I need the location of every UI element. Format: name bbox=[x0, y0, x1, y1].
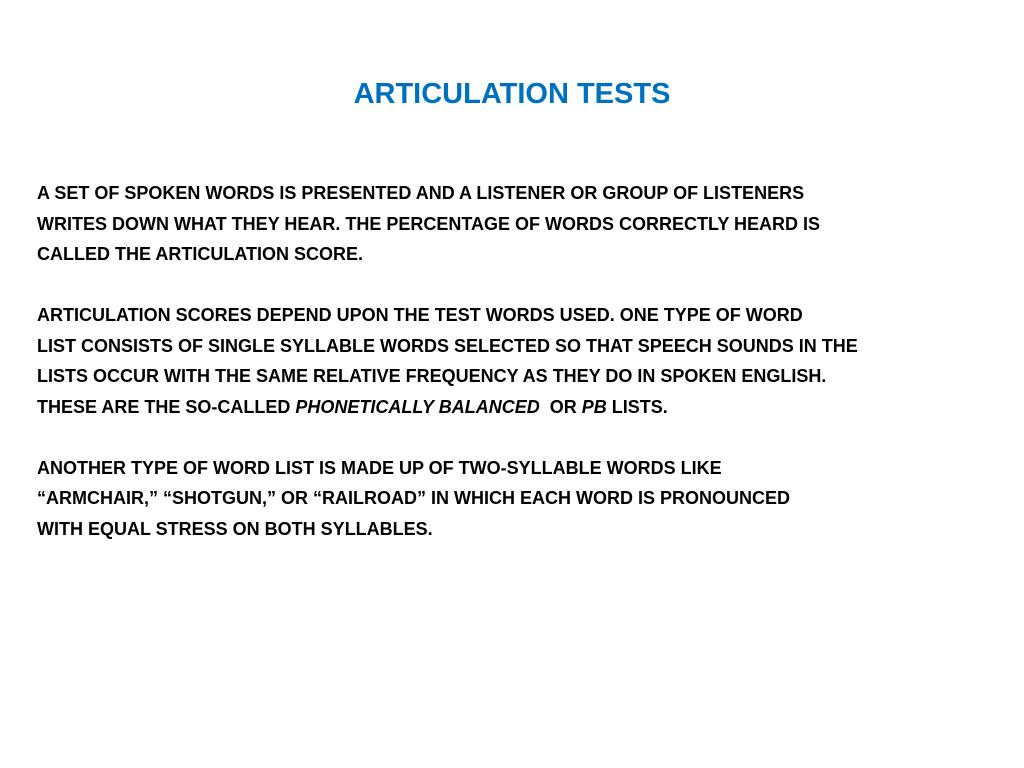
text-fragment: THESE ARE THE SO-CALLED bbox=[37, 396, 296, 417]
text-line: WRITES DOWN WHAT THEY HEAR. THE PERCENTAGE OF WORDS CORRECTLY HEARD IS bbox=[37, 213, 821, 234]
text-line-mixed bbox=[37, 392, 997, 423]
paragraph-pb-lists bbox=[37, 300, 997, 422]
text-line: “ARMCHAIR,” “SHOTGUN,” OR “RAILROAD” IN WHICH EACH WORD IS PRONOUNCED bbox=[37, 488, 790, 508]
paragraph-spacer bbox=[37, 422, 997, 453]
text-line: A SET OF SPOKEN WORDS IS PRESENTED AND A LISTENER OR GROUP OF LISTENERS bbox=[37, 183, 805, 203]
text-line: CALLED THE ARTICULATION SCORE. bbox=[37, 244, 363, 264]
slide-title: ARTICULATION TESTS bbox=[353, 78, 671, 110]
text-fragment: OR bbox=[539, 396, 582, 417]
text-line: LISTS OCCUR WITH THE SAME RELATIVE FREQUENCY AS THEY DO IN SPOKEN ENGLISH. bbox=[37, 366, 827, 386]
text-line: ARTICULATION SCORES DEPEND UPON THE TEST WORDS USED. ONE TYPE OF WORD bbox=[37, 305, 803, 325]
paragraph-two-syllable-words bbox=[37, 453, 997, 545]
text-line: ANOTHER TYPE OF WORD LIST IS MADE UP OF TWO-SYLLABLE WORDS LIKE bbox=[37, 457, 722, 478]
slide-body bbox=[37, 178, 997, 544]
text-fragment: LISTS. bbox=[606, 396, 668, 417]
paragraph-spacer bbox=[37, 270, 997, 301]
italic-term-pb: PB bbox=[581, 396, 607, 417]
text-line: LIST CONSISTS OF SINGLE SYLLABLE WORDS SELECTED SO THAT SPEECH SOUNDS IN THE bbox=[37, 335, 858, 356]
italic-term-phonetically-balanced: PHONETICALLY BALANCED bbox=[295, 396, 540, 417]
text-line: WITH EQUAL STRESS ON BOTH SYLLABLES. bbox=[37, 518, 433, 539]
paragraph-articulation-score bbox=[37, 178, 997, 270]
